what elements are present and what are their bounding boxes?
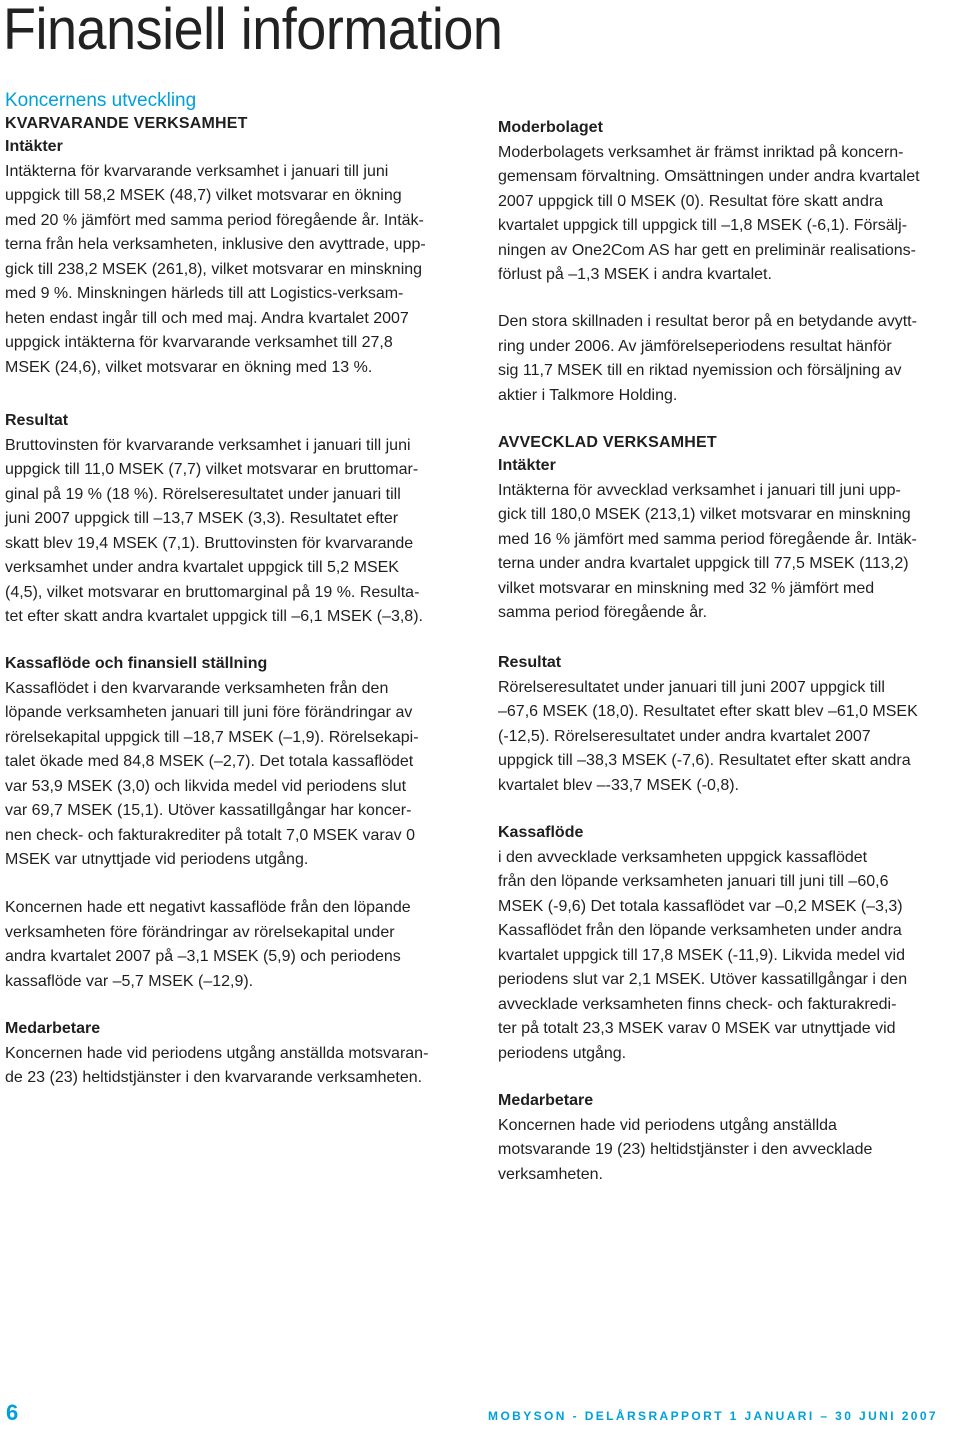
text-line: ningen av One2Com AS har gett en preliminär realisations- xyxy=(498,241,916,259)
paragraph xyxy=(498,479,960,626)
text-line: samma period föregående år. xyxy=(498,604,708,621)
paragraph xyxy=(5,434,465,630)
resultat-heading: Resultat xyxy=(498,654,562,671)
avvecklad-verksamhet-heading: AVVECKLAD VERKSAMHET xyxy=(498,434,717,451)
text-line: uppgick intäkterna för kvarvarande verksamhet till 27,8 xyxy=(5,334,393,351)
intakter-heading: Intäkter xyxy=(5,138,63,155)
text-line: Koncernen hade vid periodens utgång anställda xyxy=(498,1116,837,1134)
text-line: kvartalet uppgick till 17,8 MSEK (-11,9). Likvida medel vid xyxy=(498,946,905,964)
text-line: med 9 %. Minskningen härleds till att Logistics-verksam- xyxy=(5,285,404,302)
paragraph xyxy=(5,896,465,994)
section-skillnad xyxy=(498,310,960,408)
text-line: Den stora skillnaden i resultat beror på en betydande avytt- xyxy=(498,313,917,330)
paragraph xyxy=(498,310,960,408)
text-line: med 20 % jämfört med samma period föregående år. Intäk- xyxy=(5,211,424,229)
text-line: tet efter skatt andra kvartalet uppgick till –6,1 MSEK (–3,8). xyxy=(5,608,423,625)
paragraph xyxy=(498,141,960,288)
intakter-heading: Intäkter xyxy=(498,457,556,474)
medarbetare-heading: Medarbetare xyxy=(498,1092,594,1109)
text-line: löpande verksamheten januari till juni före förändringar av xyxy=(5,704,413,721)
text-line: MSEK (-9,6) Det totala kassaflödet var –0,2 MSEK (–3,3) xyxy=(498,897,903,915)
text-line: Kassaflödet i den kvarvarande verksamheten från den xyxy=(5,679,389,697)
section-koncernen-kassaflode xyxy=(5,896,465,994)
text-line: Moderbolagets verksamhet är främst inriktad på koncern- xyxy=(498,143,904,161)
text-line: gick till 180,0 MSEK (213,1) vilket motsvarar en minskning xyxy=(498,506,911,523)
page-number: 6 xyxy=(6,1400,19,1425)
text-line: terna under andra kvartalet uppgick till 77,5 MSEK (113,2) xyxy=(498,555,909,572)
text-line: rörelsekapital uppgick till –18,7 MSEK (–1,9). Rörelsekapi- xyxy=(5,728,419,746)
paragraph xyxy=(498,846,960,1067)
text-line: avvecklade verksamheten finns check- och fakturakredi- xyxy=(498,995,897,1013)
text-line: verksamhet under andra kvartalet uppgick till 5,2 MSEK xyxy=(5,559,399,576)
text-line: skatt blev 19,4 MSEK (7,1). Bruttovinsten för kvarvarande xyxy=(5,534,414,552)
section-resultat xyxy=(498,651,960,798)
text-line: andra kvartalet 2007 på –3,1 MSEK (5,9) och periodens xyxy=(5,948,401,965)
text-line: uppgick till –38,3 MSEK (-7,6). Resultatet efter skatt andra xyxy=(498,752,911,769)
paragraph xyxy=(498,676,960,799)
text-line: heten endast ingår till och med maj. Andra kvartalet 2007 xyxy=(5,309,409,327)
text-line: Koncernen hade ett negativt kassaflöde från den löpande xyxy=(5,899,411,916)
section-medarbetare xyxy=(5,1017,465,1091)
text-line: kvartalet blev –-33,7 MSEK (-0,8). xyxy=(498,776,739,794)
text-line: talet ökade med 84,8 MSEK (–2,7). Det totala kassaflödet xyxy=(5,753,414,770)
resultat-heading: Resultat xyxy=(5,412,69,429)
text-line: MSEK var utnyttjade vid periodens utgång. xyxy=(5,851,309,868)
text-line: uppgick till 58,2 MSEK (48,7) vilket motsvarar en ökning xyxy=(5,187,402,204)
moderbolaget-heading: Moderbolaget xyxy=(498,119,603,136)
text-line: terna från hela verksamheten, inklusive den avyttrade, upp- xyxy=(5,236,426,253)
text-line: MSEK (24,6), vilket motsvarar en ökning med 13 %. xyxy=(5,358,373,376)
text-line: från den löpande verksamheten januari till juni till –60,6 xyxy=(498,873,889,890)
text-line: sig 11,7 MSEK till en riktad nyemission och försäljning av xyxy=(498,362,902,379)
section-medarbetare xyxy=(498,1089,960,1187)
text-line: gick till 238,2 MSEK (261,8), vilket motsvarar en minskning xyxy=(5,260,423,278)
text-line: vilket motsvarar en minskning med 32 % jämfört med xyxy=(498,579,875,597)
section-kassaflode xyxy=(498,821,960,1066)
text-line: Rörelseresultatet under januari till juni 2007 uppgick till xyxy=(498,678,885,696)
text-line: periodens slut var 2,1 MSEK. Utöver kassatillgångar i den xyxy=(498,971,908,988)
text-line: ring under 2006. Av jämförelseperiodens resultat hänför xyxy=(498,337,892,355)
paragraph xyxy=(5,1042,465,1091)
text-line: aktier i Talkmore Holding. xyxy=(498,386,678,404)
text-line: juni 2007 uppgick till –13,7 MSEK (3,3). Resultatet efter xyxy=(5,510,399,527)
medarbetare-heading: Medarbetare xyxy=(5,1020,101,1037)
section-heading: Koncernens utveckling xyxy=(5,90,197,111)
text-line: var 53,9 MSEK (3,0) och likvida medel vid periodens slut xyxy=(5,777,407,795)
text-line: periodens utgång. xyxy=(498,1044,627,1062)
text-line: de 23 (23) heltidstjänster i den kvarvarande verksamheten. xyxy=(5,1069,423,1086)
text-line: 2007 uppgick till 0 MSEK (0). Resultat före skatt andra xyxy=(498,192,884,210)
text-line: verksamheten. xyxy=(498,1165,603,1183)
text-line: gemensam förvaltning. Omsättningen under andra kvartalet xyxy=(498,168,920,185)
text-line: med 16 % jämfört med samma period föregående år. Intäk- xyxy=(498,530,917,548)
text-line: kvartalet uppgick till uppgick till –1,8 MSEK (-6,1). Försälj- xyxy=(498,217,908,234)
kassaflode-heading: Kassaflöde xyxy=(498,824,584,841)
text-line: Koncernen hade vid periodens utgång anställda motsvaran- xyxy=(5,1044,429,1062)
text-line: Kassaflödet från den löpande verksamheten under andra xyxy=(498,922,902,939)
text-line: i den avvecklade verksamheten uppgick kassaflödet xyxy=(498,848,868,866)
text-line: nen check- och fakturakrediter på totalt 7,0 MSEK varav 0 xyxy=(5,826,415,844)
text-line: ginal på 19 % (18 %). Rörelseresultatet under januari till xyxy=(5,485,401,503)
kassaflode-heading: Kassaflöde och finansiell ställning xyxy=(5,655,268,672)
footer-title: MOBYSON - DELÅRSRAPPORT 1 JANUARI – 30 JUNI 2007 xyxy=(488,1409,938,1423)
text-line: (-12,5). Rörelseresultatet under andra kvartalet 2007 xyxy=(498,727,871,745)
text-line: Bruttovinsten för kvarvarande verksamhet i januari till juni xyxy=(5,436,411,454)
text-line: kassaflöde var –5,7 MSEK (–12,9). xyxy=(5,972,254,990)
section-kassaflode xyxy=(5,652,465,873)
text-line: motsvarande 19 (23) heltidstjänster i den avvecklade xyxy=(498,1141,873,1158)
paragraph xyxy=(5,160,465,381)
text-line: ter på totalt 23,3 MSEK varav 0 MSEK var utnyttjade vid xyxy=(498,1020,896,1037)
text-line: (4,5), vilket motsvarar en bruttomarginal på 19 %. Resulta- xyxy=(5,583,420,601)
page-title: Finansiell information xyxy=(3,0,503,62)
text-line: var 69,7 MSEK (15,1). Utöver kassatillgångar har koncer- xyxy=(5,802,412,819)
paragraph xyxy=(498,1114,960,1188)
paragraph xyxy=(5,677,465,873)
text-line: Intäkterna för avvecklad verksamhet i januari till juni upp- xyxy=(498,481,901,499)
text-line: uppgick till 11,0 MSEK (7,7) vilket motsvarar en bruttomar- xyxy=(5,461,419,478)
section-resultat xyxy=(5,409,465,630)
text-line: förlust på –1,3 MSEK i andra kvartalet. xyxy=(498,266,772,283)
text-line: verksamheten före förändringar av rörelsekapital under xyxy=(5,923,395,941)
section-moderbolaget xyxy=(498,116,960,288)
kvarvarande-verksamhet-heading: KVARVARANDE VERKSAMHET xyxy=(5,115,248,132)
section-koncernens-utveckling xyxy=(5,89,465,380)
text-line: Intäkterna för kvarvarande verksamhet i januari till juni xyxy=(5,162,389,180)
section-avvecklad-verksamhet xyxy=(498,432,960,626)
text-line: –67,6 MSEK (18,0). Resultatet efter skatt blev –61,0 MSEK xyxy=(498,703,918,720)
